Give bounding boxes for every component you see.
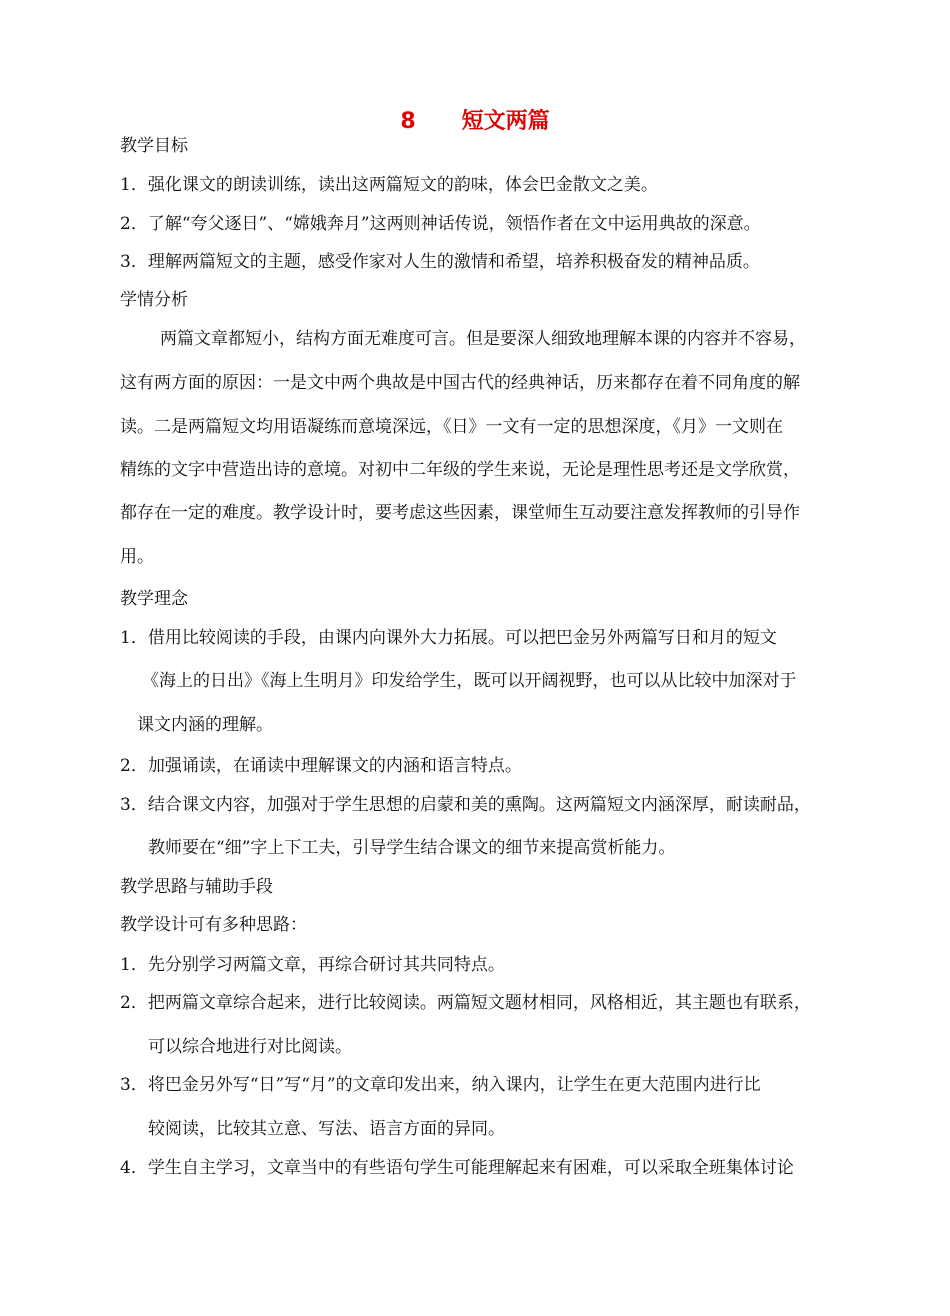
approach-item-2-line-1: 2．把两篇文章综合起来，进行比较阅读。两篇短文题材相同，风格相近，其主题也有联系， (120, 993, 811, 1013)
approach-item-3-line-2: 较阅读，比较其立意、写法、语言方面的异同。 (148, 1119, 505, 1139)
goal-item-3: 3．理解两篇短文的主题，感受作家对人生的激情和希望，培养积极奋发的精神品质。 (120, 252, 760, 272)
approach-item-3-line-1: 3．将巴金另外写“日”写“月”的文章印发出来，纳入课内，让学生在更大范围内进行比 (120, 1075, 761, 1095)
analysis-line-3: 读。二是两篇短文均用语凝练而意境深远，《日》一文有一定的思想深度，《月》一文则在 (120, 417, 783, 437)
heading-teaching-approach: 教学思路与辅助手段 (120, 877, 273, 897)
approach-intro: 教学设计可有多种思路： (120, 915, 307, 935)
philosophy-item-3-line-2: 教师要在“细”字上下工夫，引导学生结合课文的细节来提高赏析能力。 (148, 838, 676, 858)
heading-teaching-goals: 教学目标 (120, 136, 188, 156)
page-title (0, 104, 950, 135)
analysis-line-5: 都存在一定的难度。教学设计时，要考虑这些因素，课堂师生互动要注意发挥教师的引导作 (120, 503, 800, 523)
approach-item-2-line-2: 可以综合地进行对比阅读。 (148, 1037, 352, 1057)
approach-item-4-line-1: 4．学生自主学习，文章当中的有些语句学生可能理解起来有困难，可以采取全班集体讨论 (120, 1158, 794, 1178)
analysis-line-2: 这有两方面的原因：一是文中两个典故是中国古代的经典神话，历来都存在着不同角度的解 (120, 373, 800, 393)
analysis-line-6: 用。 (120, 547, 154, 567)
analysis-line-1: 两篇文章都短小，结构方面无难度可言。但是要深人细致地理解本课的内容并不容易， (160, 329, 806, 349)
philosophy-item-2: 2．加强诵读，在诵读中理解课文的内涵和语言特点。 (120, 756, 522, 776)
analysis-line-4: 精练的文字中营造出诗的意境。对初中二年级的学生来说，无论是理性思考还是文学欣赏， (120, 460, 800, 480)
philosophy-item-1-line-2: 《海上的日出》《海上生明月》印发给学生，既可以开阔视野，也可以从比较中加深对于 (142, 671, 797, 691)
heading-student-analysis: 学情分析 (120, 290, 188, 310)
approach-item-1: 1．先分别学习两篇文章，再综合研讨其共同特点。 (120, 955, 505, 975)
philosophy-item-1-line-1: 1．借用比较阅读的手段，由课内向课外大力拓展。可以把巴金另外两篇写日和月的短文 (120, 628, 777, 648)
heading-teaching-philosophy: 教学理念 (120, 589, 188, 609)
lesson-number: 8 (400, 109, 416, 134)
goal-item-1: 1．强化课文的朗读训练，读出这两篇短文的韵味，体会巴金散文之美。 (120, 175, 658, 195)
philosophy-item-1-line-3: 课文内涵的理解。 (137, 715, 273, 735)
goal-item-2: 2．了解“夸父逐日”、“嫦娥奔月”这两则神话传说，领悟作者在文中运用典故的深意。 (120, 214, 761, 234)
philosophy-item-3-line-1: 3．结合课文内容，加强对于学生思想的启蒙和美的熏陶。这两篇短文内涵深厚，耐读耐品， (120, 795, 811, 815)
lesson-title: 短文两篇 (461, 109, 550, 134)
